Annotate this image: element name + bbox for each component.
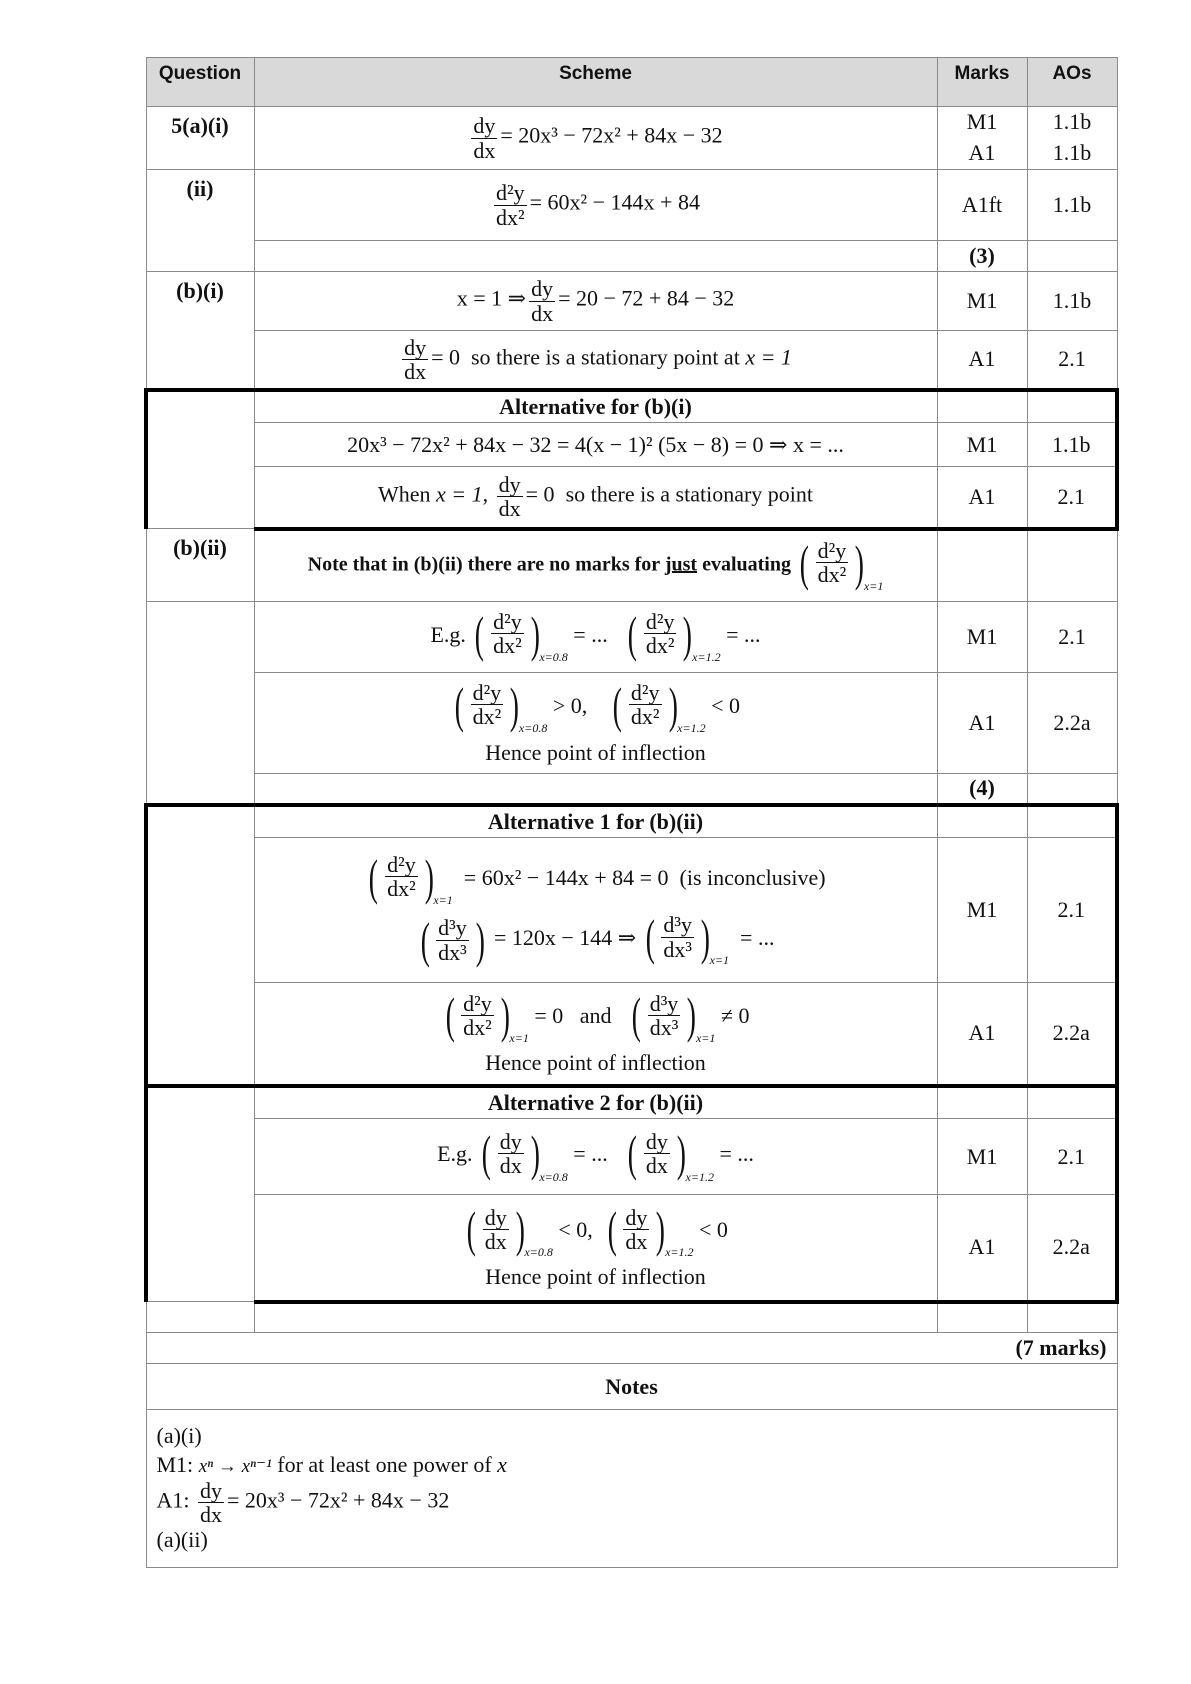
aos-cell: 2.2a xyxy=(1027,1195,1117,1302)
notes-line: M1: xⁿ → xⁿ⁻¹ for at least one power of x xyxy=(156,1451,507,1477)
scheme-cell xyxy=(254,1302,937,1333)
table-row xyxy=(146,467,1117,529)
scheme-cell: When x = 1, $\frac{dy}{dx}$ = 0 so there is a stationary point xyxy=(254,467,937,529)
marks-cell xyxy=(937,1302,1027,1333)
table-row xyxy=(146,983,1117,1086)
marks-cell: A1ft xyxy=(937,170,1027,241)
scheme-cell: ( $\frac{\text{d²y}}{\text{dx²}}$ )$_{x=1} = 0$ and ( $\frac{\text{d³y}}{\text{dx³}}$ )$_{x=1} \ne 0$ Hence point of inflection xyxy=(254,983,937,1086)
scheme-cell xyxy=(254,107,937,170)
table-row xyxy=(146,774,1117,805)
subtotal-marks: (3) xyxy=(937,241,1027,272)
question-cell xyxy=(146,1302,254,1333)
header-row xyxy=(146,58,1117,107)
table-row xyxy=(146,423,1117,467)
scheme-cell xyxy=(254,272,937,331)
table-row xyxy=(146,1119,1117,1195)
scheme-cell: E.g. ( $\frac{dy}{dx}$ )$_{x=0.8}$ = ... ( $\frac{dy}{dx}$ )$_{x=1.2}$ = ... xyxy=(254,1119,937,1195)
header-question: Question xyxy=(146,58,254,107)
table-row xyxy=(146,1086,1117,1119)
notes-title: Notes xyxy=(146,1364,1117,1410)
scheme-cell xyxy=(254,170,937,241)
total-marks: (7 marks) xyxy=(146,1333,1117,1364)
equation-rhs: = 20 − 72 + 84 − 32 xyxy=(558,286,735,312)
table-row xyxy=(146,805,1117,838)
notes-body xyxy=(146,1410,1117,1568)
table-row xyxy=(146,241,1117,272)
marks-cell: M1 xyxy=(937,1119,1027,1195)
table-row xyxy=(146,107,1117,170)
aos-cell: 1.1b xyxy=(1027,272,1117,331)
aos-cell: 1.1b xyxy=(1027,423,1117,467)
mark-scheme-table xyxy=(144,57,1119,1568)
scheme-cell: ( $\frac{dy}{dx}$ )$_{x=0.8} < 0$, ( $\frac{dy}{dx}$ )$_{x=1.2} < 0$ Hence point of inflection xyxy=(254,1195,937,1302)
scheme-cell xyxy=(254,241,937,272)
marks-cell xyxy=(937,529,1027,602)
header-marks: Marks xyxy=(937,58,1027,107)
scheme-variable: x = 1 xyxy=(745,344,792,370)
marks-cell: M1 xyxy=(937,423,1027,467)
aos-cell: 2.1 xyxy=(1027,602,1117,673)
marks-cell: A1 xyxy=(937,983,1027,1086)
fraction: $\frac{dy}{dx}$ xyxy=(498,472,521,522)
conclusion-text: Hence point of inflection xyxy=(485,740,706,766)
table-row xyxy=(146,331,1117,390)
aos-cell xyxy=(1027,390,1117,423)
marks-cell xyxy=(937,805,1027,838)
marks-cell: A1 xyxy=(937,467,1027,529)
aos-cell: 2.1 xyxy=(1027,1119,1117,1195)
table-row xyxy=(146,390,1117,423)
scheme-cell: $\frac{dy}{dx}$ = 0 so there is a stationary point at x = 1 xyxy=(254,331,937,390)
question-label: (b)(ii) xyxy=(146,529,254,602)
equation: = 60x² − 144x + 84 xyxy=(529,190,700,216)
alternative-title: Alternative for (b)(i) xyxy=(254,390,937,423)
scheme-cell: 20x³ − 72x² + 84x − 32 = 4(x − 1)² (5x − 8) = 0 ⇒ x = ... xyxy=(254,423,937,467)
question-cell xyxy=(146,805,254,1086)
scheme-note: Note that in (b)(ii) there are no marks for just evaluating ( $\frac{\text{d²y}}{\text{dx²}}$ )$_{x=1}$ xyxy=(254,529,937,602)
fraction: $\frac{dy}{dx}$ xyxy=(473,113,496,163)
aos-cell: 2.1 xyxy=(1027,467,1117,529)
scheme-text: so there is a stationary point at xyxy=(470,344,740,370)
aos-cell xyxy=(1027,1302,1117,1333)
aos-cell: 1.1b 1.1b xyxy=(1027,107,1117,170)
conclusion-text: Hence point of inflection xyxy=(485,1050,706,1076)
marks-cell xyxy=(937,390,1027,423)
fraction: $\frac{dy}{dx}$ xyxy=(531,276,554,326)
fraction: $\frac{\text{d²y}}{\text{dx²}}$ xyxy=(496,180,525,230)
notes-line: A1: $\frac{dy}{dx}$ = 20x³ − 72x² + 84x − 32 xyxy=(156,1478,450,1528)
header-aos: AOs xyxy=(1027,58,1117,107)
alternative-title: Alternative 1 for (b)(ii) xyxy=(254,805,937,838)
aos-cell xyxy=(1027,1086,1117,1119)
fraction: $\frac{dy}{dx}$ xyxy=(404,334,427,384)
aos-cell xyxy=(1027,774,1117,805)
aos-cell: 2.1 xyxy=(1027,838,1117,983)
second-derivative-at-1: ( $\frac{\text{d²y}}{\text{dx²}}$ )$_{x=1}$ xyxy=(799,534,884,593)
table-row xyxy=(146,602,1117,673)
marks-cell: M1 A1 xyxy=(937,107,1027,170)
question-label: (b)(i) xyxy=(146,272,254,390)
aos-cell: 2.2a xyxy=(1027,673,1117,774)
question-label: (ii) xyxy=(146,170,254,272)
marks-cell: M1 xyxy=(937,838,1027,983)
aos-cell xyxy=(1027,241,1117,272)
table-row xyxy=(146,1195,1117,1302)
scheme-cell: ( $\frac{\text{d²y}}{\text{dx²}}$ )$_{x=1} = 60x^2 - 144x + 84 = 0$ (is inconclusive) ( $\frac{\text{d³y}}{\text{dx³}}$ ) = 120x − 144 ⇒ ( $\frac{\text{d³y}}{\text{dx³}}$ )$_{x=1}$ = ... xyxy=(254,838,937,983)
notes-header-row xyxy=(146,1364,1117,1410)
aos-cell: 2.1 xyxy=(1027,331,1117,390)
header-scheme: Scheme xyxy=(254,58,937,107)
table-row xyxy=(146,272,1117,331)
marks-cell: A1 xyxy=(937,673,1027,774)
question-cell xyxy=(146,1086,254,1302)
aos-cell xyxy=(1027,529,1117,602)
question-label: 5(a)(i) xyxy=(146,107,254,170)
marks-cell: A1 xyxy=(937,1195,1027,1302)
equation-lhs: x = 1 ⇒ xyxy=(456,286,527,312)
notes-part-label: (a)(i) xyxy=(156,1423,202,1448)
question-cell xyxy=(146,602,254,805)
question-cell xyxy=(146,390,254,529)
scheme-text: so there is a stationary point xyxy=(565,481,814,507)
subtotal-marks: (4) xyxy=(937,774,1027,805)
table-row xyxy=(146,838,1117,983)
table-row xyxy=(146,529,1117,602)
scheme-cell: ( $\frac{\text{d²y}}{\text{dx²}}$ )$_{x=0.8} > 0$, ( $\frac{\text{d²y}}{\text{dx²}}$ )$_{x=1.2} < 0$ Hence point of inflection xyxy=(254,673,937,774)
scheme-cell: E.g. ( $\frac{\text{d²y}}{\text{dx²}}$ )$_{x=0.8}$ = ... ( $\frac{\text{d²y}}{\text{dx²}}$ )$_{x=1.2}$ = ... xyxy=(254,602,937,673)
equation: = 20x³ − 72x² + 84x − 32 xyxy=(500,123,723,149)
aos-cell: 1.1b xyxy=(1027,170,1117,241)
marks-cell: M1 xyxy=(937,272,1027,331)
aos-cell: 2.2a xyxy=(1027,983,1117,1086)
notes-part-label: (a)(ii) xyxy=(156,1527,208,1553)
aos-cell xyxy=(1027,805,1117,838)
table-row xyxy=(146,1302,1117,1333)
table-row xyxy=(146,673,1117,774)
alternative-title: Alternative 2 for (b)(ii) xyxy=(254,1086,937,1119)
total-row xyxy=(146,1333,1117,1364)
scheme-cell xyxy=(254,774,937,805)
table-row xyxy=(146,170,1117,241)
conclusion-text: Hence point of inflection xyxy=(485,1264,706,1290)
notes-row xyxy=(146,1410,1117,1568)
marks-cell: M1 xyxy=(937,602,1027,673)
marks-cell xyxy=(937,1086,1027,1119)
marks-cell: A1 xyxy=(937,331,1027,390)
